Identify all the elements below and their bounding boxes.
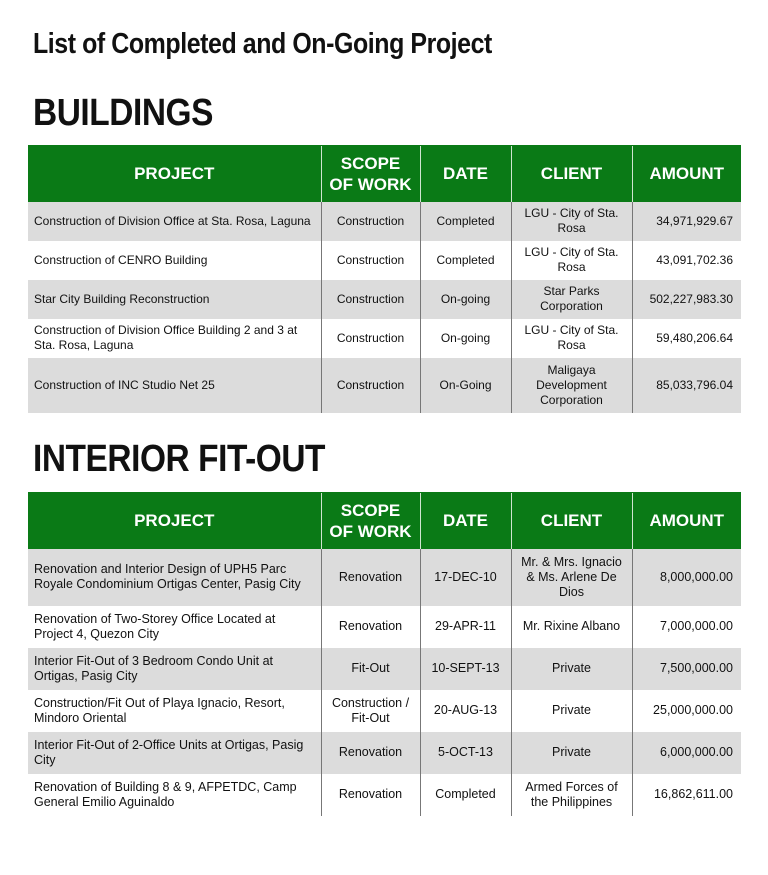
cell-project: Construction/Fit Out of Playa Ignacio, Resort, Mindoro Oriental	[28, 690, 321, 732]
cell-scope: Construction	[321, 280, 420, 319]
cell-client: Private	[511, 648, 632, 690]
cell-amount: 7,000,000.00	[632, 606, 741, 648]
cell-project: Construction of CENRO Building	[28, 241, 321, 280]
table-row	[28, 690, 741, 732]
cell-project: Construction of Division Office at Sta. Rosa, Laguna	[28, 202, 321, 241]
cell-project: Star City Building Reconstruction	[28, 280, 321, 319]
cell-date: 17-DEC-10	[420, 549, 511, 606]
header-amount: AMOUNT	[632, 146, 741, 202]
cell-amount: 502,227,983.30	[632, 280, 741, 319]
cell-scope: Renovation	[321, 606, 420, 648]
cell-scope: Fit-Out	[321, 648, 420, 690]
table-row	[28, 549, 741, 606]
cell-amount: 25,000,000.00	[632, 690, 741, 732]
cell-date: On-going	[420, 319, 511, 358]
cell-project: Renovation and Interior Design of UPH5 Parc Royale Condominium Ortigas Center, Pasig City	[28, 549, 321, 606]
cell-date: 29-APR-11	[420, 606, 511, 648]
cell-scope: Renovation	[321, 549, 420, 606]
table-row	[28, 319, 741, 358]
cell-client: Armed Forces of the Philippines	[511, 774, 632, 816]
header-date: DATE	[420, 146, 511, 202]
header-date: DATE	[420, 493, 511, 549]
header-scope-label: SCOPE OF WORK	[329, 153, 412, 194]
header-amount: AMOUNT	[632, 493, 741, 549]
table-row	[28, 774, 741, 816]
cell-scope: Construction	[321, 358, 420, 413]
cell-scope: Construction	[321, 319, 420, 358]
cell-date: 20-AUG-13	[420, 690, 511, 732]
cell-date: 10-SEPT-13	[420, 648, 511, 690]
cell-project: Renovation of Two-Storey Office Located at Project 4, Quezon City	[28, 606, 321, 648]
cell-date: Completed	[420, 202, 511, 241]
cell-amount: 7,500,000.00	[632, 648, 741, 690]
cell-project: Interior Fit-Out of 3 Bedroom Condo Unit at Ortigas, Pasig City	[28, 648, 321, 690]
header-client: CLIENT	[511, 493, 632, 549]
header-scope	[321, 146, 420, 202]
cell-amount: 59,480,206.64	[632, 319, 741, 358]
cell-amount: 34,971,929.67	[632, 202, 741, 241]
cell-scope: Construction	[321, 202, 420, 241]
table-row	[28, 648, 741, 690]
cell-project: Construction of Division Office Building 2 and 3 at Sta. Rosa, Laguna	[28, 319, 321, 358]
fitout-heading: INTERIOR FIT-OUT	[33, 438, 326, 480]
header-scope	[321, 493, 420, 549]
cell-date: On-going	[420, 280, 511, 319]
cell-client: Mr. Rixine Albano	[511, 606, 632, 648]
table-row	[28, 280, 741, 319]
cell-amount: 8,000,000.00	[632, 549, 741, 606]
cell-client: LGU - City of Sta. Rosa	[511, 319, 632, 358]
table-row	[28, 358, 741, 413]
table-row	[28, 202, 741, 241]
cell-amount: 85,033,796.04	[632, 358, 741, 413]
table-row	[28, 241, 741, 280]
header-client: CLIENT	[511, 146, 632, 202]
cell-client: LGU - City of Sta. Rosa	[511, 241, 632, 280]
cell-date: 5-OCT-13	[420, 732, 511, 774]
cell-project: Interior Fit-Out of 2-Office Units at Ortigas, Pasig City	[28, 732, 321, 774]
fitout-table	[28, 492, 741, 816]
cell-client: Star Parks Corporation	[511, 280, 632, 319]
header-project: PROJECT	[28, 146, 321, 202]
cell-client: Mr. & Mrs. Ignacio & Ms. Arlene De Dios	[511, 549, 632, 606]
cell-amount: 43,091,702.36	[632, 241, 741, 280]
header-project: PROJECT	[28, 493, 321, 549]
cell-scope: Renovation	[321, 732, 420, 774]
cell-date: Completed	[420, 241, 511, 280]
buildings-heading: BUILDINGS	[33, 92, 213, 134]
cell-project: Construction of INC Studio Net 25	[28, 358, 321, 413]
cell-date: Completed	[420, 774, 511, 816]
cell-date: On-Going	[420, 358, 511, 413]
buildings-table	[28, 145, 741, 413]
table-header-row	[28, 493, 741, 549]
cell-client: Private	[511, 732, 632, 774]
cell-amount: 6,000,000.00	[632, 732, 741, 774]
cell-client: Private	[511, 690, 632, 732]
cell-amount: 16,862,611.00	[632, 774, 741, 816]
cell-client: LGU - City of Sta. Rosa	[511, 202, 632, 241]
cell-client: Maligaya Development Corporation	[511, 358, 632, 413]
table-row	[28, 732, 741, 774]
cell-scope: Construction	[321, 241, 420, 280]
header-scope-label: SCOPE OF WORK	[329, 500, 412, 541]
table-header-row	[28, 146, 741, 202]
table-row	[28, 606, 741, 648]
cell-scope: Renovation	[321, 774, 420, 816]
cell-scope: Construction / Fit-Out	[321, 690, 420, 732]
page-title: List of Completed and On-Going Project	[33, 28, 492, 60]
cell-project: Renovation of Building 8 & 9, AFPETDC, Camp General Emilio Aguinaldo	[28, 774, 321, 816]
